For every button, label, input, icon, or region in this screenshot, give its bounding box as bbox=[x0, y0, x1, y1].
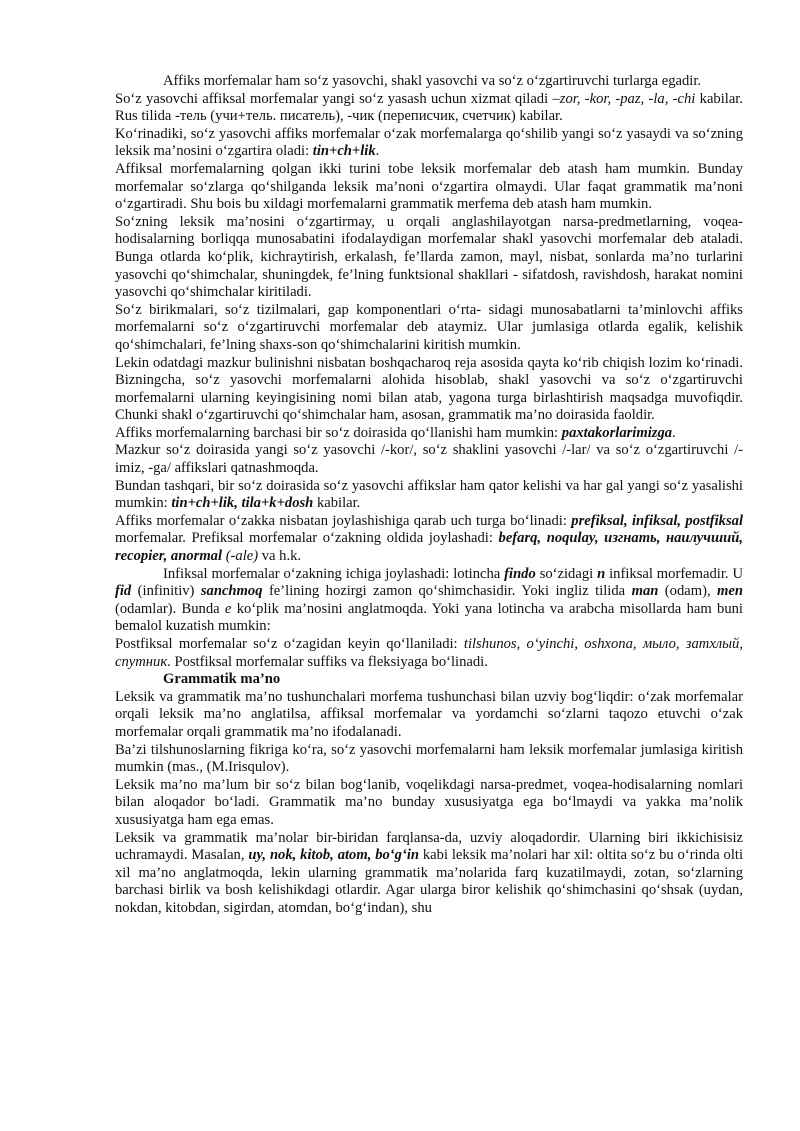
text-run: (infinitiv) bbox=[131, 583, 201, 600]
example-word: (-ale) bbox=[225, 548, 259, 565]
text-run: Ba’zi tilshunoslarning fikriga ko‘ra, so‘z yasovchi morfemalarni ham leksik morfemalar jumlasiga kiritish mumkin (mas., (M.Irisqulov). bbox=[115, 741, 743, 776]
paragraph bbox=[115, 636, 743, 671]
paragraph bbox=[115, 161, 743, 214]
text-run: (odamlar). Bunda bbox=[115, 600, 225, 617]
example-word: paxtakorlarimizga bbox=[561, 424, 673, 441]
example-affixes: –zor, -kor, -paz, -la, -chi bbox=[552, 90, 696, 107]
text-run: so‘zidagi bbox=[535, 565, 598, 582]
paragraph bbox=[115, 566, 743, 636]
example-word: befarq, noqulay, изгнать, наилучший, recopier, anormal bbox=[115, 530, 743, 565]
text-run: Infiksal morfemalar o‘zakning ichiga joylashadi: lotincha bbox=[163, 565, 505, 582]
text-run: . Postfiksal morfemalar suffiks va fleksiyaga bo‘linadi. bbox=[167, 653, 488, 670]
paragraph bbox=[115, 478, 743, 513]
example-word: n bbox=[597, 565, 606, 582]
paragraph bbox=[115, 214, 743, 302]
text-run: Bundan tashqari, bir so‘z doirasida so‘z yasovchi affikslar ham qator kelishi va har gal yangi so‘z yasalishi mumkin: bbox=[115, 477, 743, 512]
paragraph bbox=[115, 830, 743, 918]
paragraph bbox=[115, 302, 743, 355]
text-run: Leksik va grammatik ma’no tushunchalari morfema tushunchasi bilan uzviy bog‘liqdir: o‘zak morfemalar orqali leksik ma’no anglatilsa, affiksal morfemalar va yordamchi so‘zlarni taqozo etuvchi o‘zak morfemalar orqali grammatik ma’no ifodalanadi. bbox=[115, 688, 743, 740]
text-run: Affiks morfemalar ham so‘z yasovchi, shakl yasovchi va so‘z o‘zgartiruvchi turlarga egadir. bbox=[163, 73, 702, 89]
example-word: men bbox=[717, 583, 743, 600]
text-run: kabilar. bbox=[313, 495, 361, 512]
text-run: ko‘plik ma’nosini anglatmoqda. Yoki yana lotincha va arabcha misollarda ham buni bemalol kuzatish mumkin: bbox=[115, 600, 743, 635]
paragraph bbox=[115, 73, 743, 91]
paragraph bbox=[115, 425, 743, 443]
text-run: Leksik va grammatik ma’nolar bir-biridan farqlansa-da, uzviy aloqadordir. Ularning biri ikkichisisiz uchramaydi. Masalan, bbox=[115, 829, 743, 864]
text-run: So‘z birikmalari, so‘z tizilmalari, gap komponentlari o‘rta- sidagi munosabatlarni ta’minlovchi affiks morfemalarni so‘z o‘zgartiruvchi morfemalar deb ataymiz. Ular jumlasiga otlarda egalik, kelishik qo‘shimchalari, fe’lning shaxs-son qo‘shimchalarini kiritish mumkin. bbox=[115, 301, 743, 353]
text-run: va h.k. bbox=[258, 548, 302, 565]
text-run: Mazkur so‘z doirasida yangi so‘z yasovchi /-kor/, so‘z shaklini yasovchi /-lar/ va so‘z o‘zgartiruvchi /-imiz, -ga/ affikslari qatnashmoqda. bbox=[115, 442, 743, 477]
term: prefiksal, infiksal, postfiksal bbox=[571, 512, 743, 529]
text-run: kabilar. Rus tilida -тель (учи+тель. писатель), -чик (переписчик, счетчик) kabilar. bbox=[115, 90, 744, 125]
document-page bbox=[115, 73, 743, 918]
paragraph bbox=[115, 126, 743, 161]
text-run: Affiks morfemalarning barchasi bir so‘z doirasida qo‘llanishi ham mumkin: bbox=[115, 424, 562, 441]
example-word: sanchmoq bbox=[200, 583, 263, 600]
paragraph bbox=[115, 513, 743, 566]
example-word: tin+ch+lik, tila+k+dosh bbox=[171, 495, 314, 512]
text-run: Affiksal morfemalarning qolgan ikki turini tobe leksik morfemalar deb atash ham mumkin. Bunday morfemalar so‘zlarga qo‘shilganda leksik ma’noni o‘zgartira olmaydi. Ular faqat grammatik ma’noni o‘zgartiradi. Shu bois bu xildagi morfemalarni grammatik merfema deb atash ham mumkin. bbox=[115, 160, 743, 213]
text-run: Lekin odatdagi mazkur bulinishni nisbatan boshqacharoq reja asosida qayta ko‘rib chiqish lozim ko‘rinadi. Bizningcha, so‘z yasovchi morfemalarni alohida hisoblab, shakl yasovchi va so‘z o‘zgartiruvchi morfemalarni ularning keyingisining nomi bilan atab, yagona turga birlashtirish maqsadga muvofiqdir. Chunki shakl o‘zgartiruvchi qo‘shimchalar ham, asosan, grammatik ma’no doirasida faoldir. bbox=[115, 354, 743, 424]
example-word: findo bbox=[504, 565, 536, 582]
paragraph bbox=[115, 742, 743, 777]
example-word: man bbox=[631, 583, 659, 600]
example-word: tilshunos, o‘yinchi, oshxona, мыло, затхлый, спутник bbox=[115, 636, 743, 670]
example-word: uy, nok, kitob, atom, bo‘g‘in bbox=[248, 847, 419, 864]
text-run: kabi leksik ma’nolari har xil: oltita so‘z bu o‘rinda olti xil ma’no anglatmoqda, lekin ularning grammatik ma’nolarida farq kuzatilmaydi, zotan, so‘zlarning barchasi birlik va bosh kelishikdagi otlardir. Agar ularga biror kelishik qo‘shimchasini qo‘shsak (uydan, nokdan, kitobdan, sigirdan, atomdan, bo‘g‘indan), shu bbox=[115, 847, 744, 916]
paragraph bbox=[115, 355, 743, 425]
text-run: (odam), bbox=[658, 583, 718, 600]
text-run: infiksal morfemadir. U bbox=[605, 565, 743, 582]
text-run: . bbox=[375, 143, 380, 160]
text-run: So‘z yasovchi affiksal morfemalar yangi so‘z yasash uchun xizmat qiladi bbox=[115, 90, 553, 107]
text-run: Affiks morfemalar o‘zakka nisbatan joylashishiga qarab uch turga bo‘linadi: bbox=[115, 512, 572, 529]
text-run: morfemalar. Prefiksal morfemalar o‘zakning oldida joylashadi: bbox=[115, 530, 499, 547]
paragraph bbox=[115, 442, 743, 477]
example-word: tin+ch+lik bbox=[312, 143, 376, 160]
text-run: Leksik ma’no ma’lum bir so‘z bilan bog‘lanib, voqelikdagi narsa-predmet, voqea-hodisalarning nomlari bilan aloqador bo‘ladi. Grammatik ma’no bunday xususiyatga ega bo‘lmaydi va yakka ma’nolik xususiyatga ham ega emas. bbox=[115, 776, 743, 828]
paragraph bbox=[115, 777, 743, 830]
text-run: . bbox=[672, 424, 676, 441]
example-word: e bbox=[224, 600, 232, 617]
heading-text: Grammatik ma’no bbox=[163, 671, 281, 688]
paragraph bbox=[115, 91, 743, 126]
section-heading bbox=[115, 671, 743, 689]
paragraph bbox=[115, 689, 743, 742]
text-run: fe’lining hozirgi zamon qo‘shimchasidir. Yoki ingliz tilida bbox=[262, 583, 632, 600]
example-word: fid bbox=[115, 583, 132, 600]
text-run: Ko‘rinadiki, so‘z yasovchi affiks morfemalar o‘zak morfemalarga qo‘shilib yangi so‘z yasaydi va so‘zning leksik ma’nosini o‘zgartira oladi: bbox=[115, 125, 743, 160]
text-run: So‘zning leksik ma’nosini o‘zgartirmay, u orqali anglashilayotgan narsa-predmetlarning, voqea-hodisalarning borliqqa munosabatini ifodalaydigan morfemalar shakl yasovchi morfemalar deb ataladi. Bunga otlarda ko‘plik, kichraytirish, erkalash, fe’llarda zamon, mayl, nisbat, sonlarda ma’no turlarini yasovchi qo‘shimchalar, shuningdek, fe’lning funktsional shakllari - sifatdosh, ravishdosh, harakat nomini yasovchi qo‘shimchalar kiritiladi. bbox=[115, 213, 743, 301]
text-run: Postfiksal morfemalar so‘z o‘zagidan keyin qo‘llaniladi: bbox=[115, 636, 464, 652]
